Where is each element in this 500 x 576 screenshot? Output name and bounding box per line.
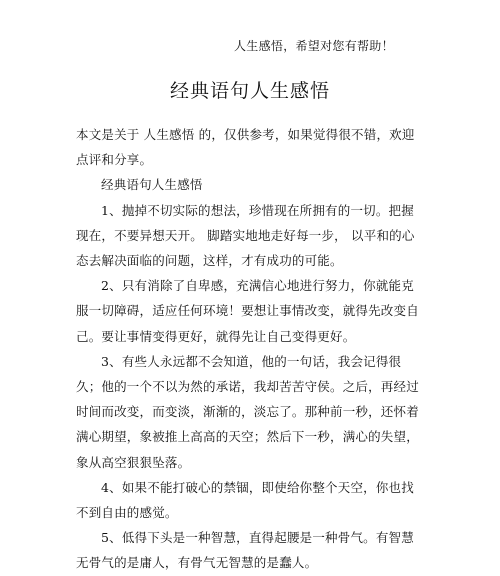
intro-paragraph: 本文是关于 人生感悟 的，仅供参考，如果觉得很不错，欢迎点评和分享。 <box>76 127 415 168</box>
document-title: 经典语句人生感悟 <box>169 80 330 102</box>
paragraph-1: 1、抛掉不切实际的想法，珍惜现在所拥有的一切。把握现在，不要异想天开。 脚踏实地地走好每一步， 以平和的心态去解决面临的问题，这样，才有成功的可能。 <box>76 202 415 269</box>
paragraph-4: 4、如果不能打破心的禁锢，即使给你整个天空，你也找不到自由的感觉。 <box>76 479 414 521</box>
section-subtitle: 经典语句人生感悟 <box>101 177 203 193</box>
paragraph-3: 3、有些人永远都不会知道，他的一句话，我会记得很久；他的一个不以为然的承诺，我却苦苦守侯。之后，再经过时间而改变，而变淡，渐渐的，淡忘了。那种前一秒，还怀着满心期望，象被推上高高的天空；然后下一秒，满心的失望，象从高空狠狠坠落。 <box>76 353 419 470</box>
paragraph-2: 2、只有消除了自卑感，充满信心地进行努力，你就能克服一切障碍，适应任何环境！要想让事情改变，就得先改变自己。要让事情变得更好，就得先让自己变得更好。 <box>76 278 419 344</box>
document-body <box>76 122 422 576</box>
header-note: 人生感悟，希望对您有帮助！ <box>234 39 394 53</box>
paragraph-5: 5、低得下头是一种智慧，直得起腰是一种骨气。有智慧无骨气的是庸人，有骨气无智慧的是蠢人。 <box>76 530 414 571</box>
